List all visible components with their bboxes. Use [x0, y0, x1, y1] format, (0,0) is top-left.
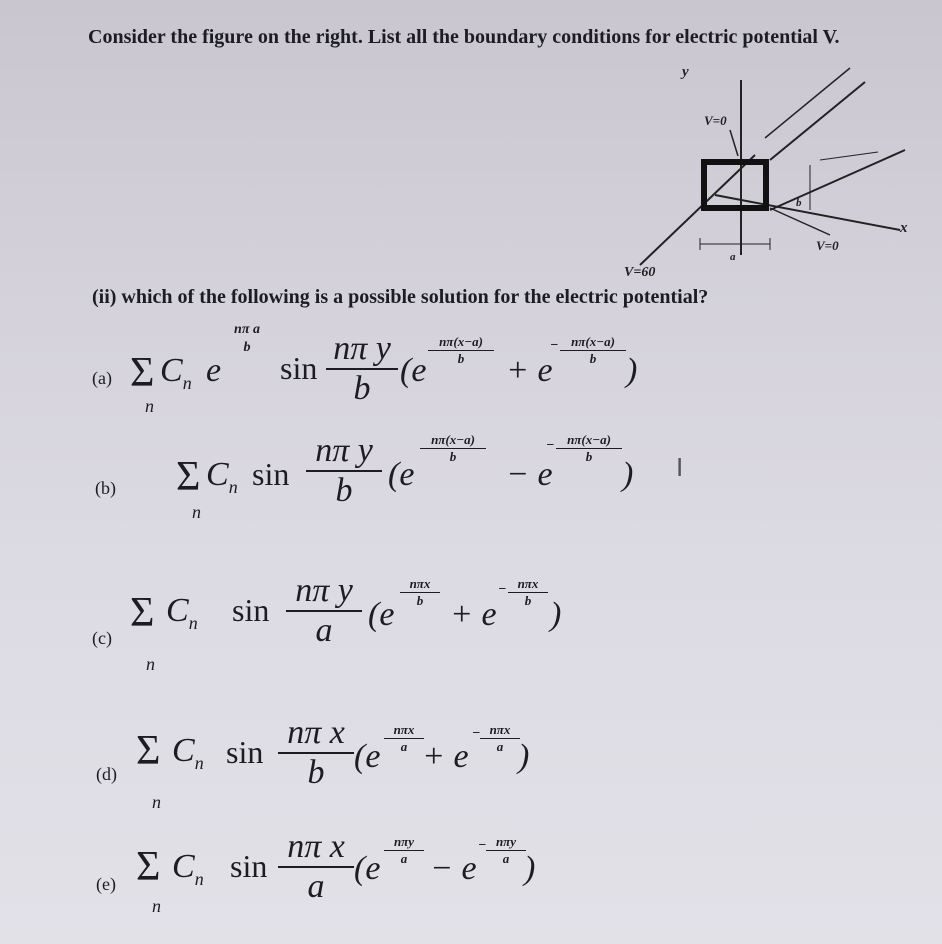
open-paren-e: (e — [388, 456, 415, 493]
close-paren: ) — [518, 738, 530, 775]
argument-fraction: $\frac{\text{nπ y}}{b}$ — [306, 432, 382, 510]
argument-fraction: $\frac{\text{nπ y}}{a}$ — [286, 572, 362, 650]
sin-function: sin — [252, 456, 290, 492]
term1-exponent: $\frac{n\pi(x-a)}{b}$ — [420, 432, 486, 465]
sum-symbol: Σ — [130, 350, 155, 396]
coefficient: $C_n$ — [166, 592, 198, 633]
term1-exponent: $\frac{n\pi(x-a)}{b}$ — [428, 334, 494, 367]
sum-symbol: Σ — [130, 590, 155, 636]
operator-e: − e — [430, 850, 477, 887]
open-paren-e: (e — [368, 596, 395, 633]
operator-e: − e — [506, 456, 553, 493]
open-paren-e: (e — [354, 850, 381, 887]
dimension-b-label: b — [796, 197, 802, 209]
term1-exponent: nπx a — [384, 722, 424, 755]
bottom-potential-label: V=60 — [624, 265, 656, 280]
operator-e: + e — [506, 352, 553, 389]
coefficient: $C_n$ — [206, 456, 238, 497]
argument-fraction: $\frac{\text{nπ x}}{a}$ — [278, 828, 354, 906]
close-paren: ) — [626, 352, 638, 389]
option-label: (e) — [96, 874, 116, 894]
negative-sign: − — [550, 338, 559, 353]
option-label: (a) — [92, 368, 112, 388]
option-label: (d) — [96, 764, 117, 784]
option-label: (c) — [92, 628, 112, 648]
exp-base: e — [206, 352, 222, 389]
top-potential-label: V=0 — [704, 113, 727, 128]
boundary-box — [704, 162, 766, 208]
open-paren-e: (e — [400, 352, 427, 389]
y-axis-label: y — [682, 64, 689, 80]
negative-sign: − — [546, 438, 555, 453]
open-paren-e: (e — [354, 738, 381, 775]
sum-index: n — [192, 502, 201, 522]
exponent-fraction: nπ a b — [234, 322, 260, 355]
term2-exponent: nπy a — [486, 834, 526, 867]
operator-e: + e — [422, 738, 469, 775]
argument-fraction: $\frac{\text{nπ y}}{b}$ — [326, 330, 398, 408]
sum-index: n — [146, 654, 155, 674]
sin-function: sin — [226, 734, 264, 770]
coefficient: $C_n$ — [172, 732, 204, 773]
term2-exponent: nπx a — [480, 722, 520, 755]
sum-index: n — [152, 792, 161, 812]
term1-exponent: nπy a — [384, 834, 424, 867]
term2-exponent: nπx b — [508, 576, 548, 609]
term2-exponent: $\frac{n\pi(x-a)}{b}$ — [560, 334, 626, 367]
sum-symbol: Σ — [136, 844, 161, 890]
negative-sign: − — [478, 838, 487, 853]
x-axis-label: x — [900, 220, 908, 236]
sin-function: sin — [280, 350, 318, 386]
negative-sign: − — [472, 726, 481, 741]
sum-index: n — [145, 396, 154, 416]
negative-sign: − — [498, 582, 507, 597]
operator-e: + e — [450, 596, 497, 633]
coefficient: $C_n$ — [172, 848, 204, 889]
sin-function: sin — [230, 848, 268, 884]
option-label: (b) — [95, 478, 116, 498]
question-line-2: (ii) which of the following is a possible solution for the electric potential? — [92, 286, 709, 308]
right-potential-label: V=0 — [816, 238, 839, 253]
sum-index: n — [152, 896, 161, 916]
term2-exponent: $\frac{n\pi(x-a)}{b}$ — [556, 432, 622, 465]
close-paren: ) — [622, 456, 634, 493]
term1-exponent: nπx b — [400, 576, 440, 609]
argument-fraction: $\frac{\text{nπ x}}{b}$ — [278, 714, 354, 792]
sin-function: sin — [232, 592, 270, 628]
sum-symbol: Σ — [176, 454, 201, 500]
dimension-a-label: a — [730, 251, 736, 263]
coefficient: $C_n$ — [160, 352, 192, 393]
close-paren: ) — [550, 596, 562, 633]
close-paren: ) — [524, 850, 536, 887]
text-cursor-icon: I — [676, 452, 684, 482]
sum-symbol: Σ — [136, 728, 161, 774]
question-line-1: Consider the figure on the right. List all the boundary conditions for electric potential V. — [88, 26, 840, 48]
boundary-figure — [620, 60, 920, 280]
